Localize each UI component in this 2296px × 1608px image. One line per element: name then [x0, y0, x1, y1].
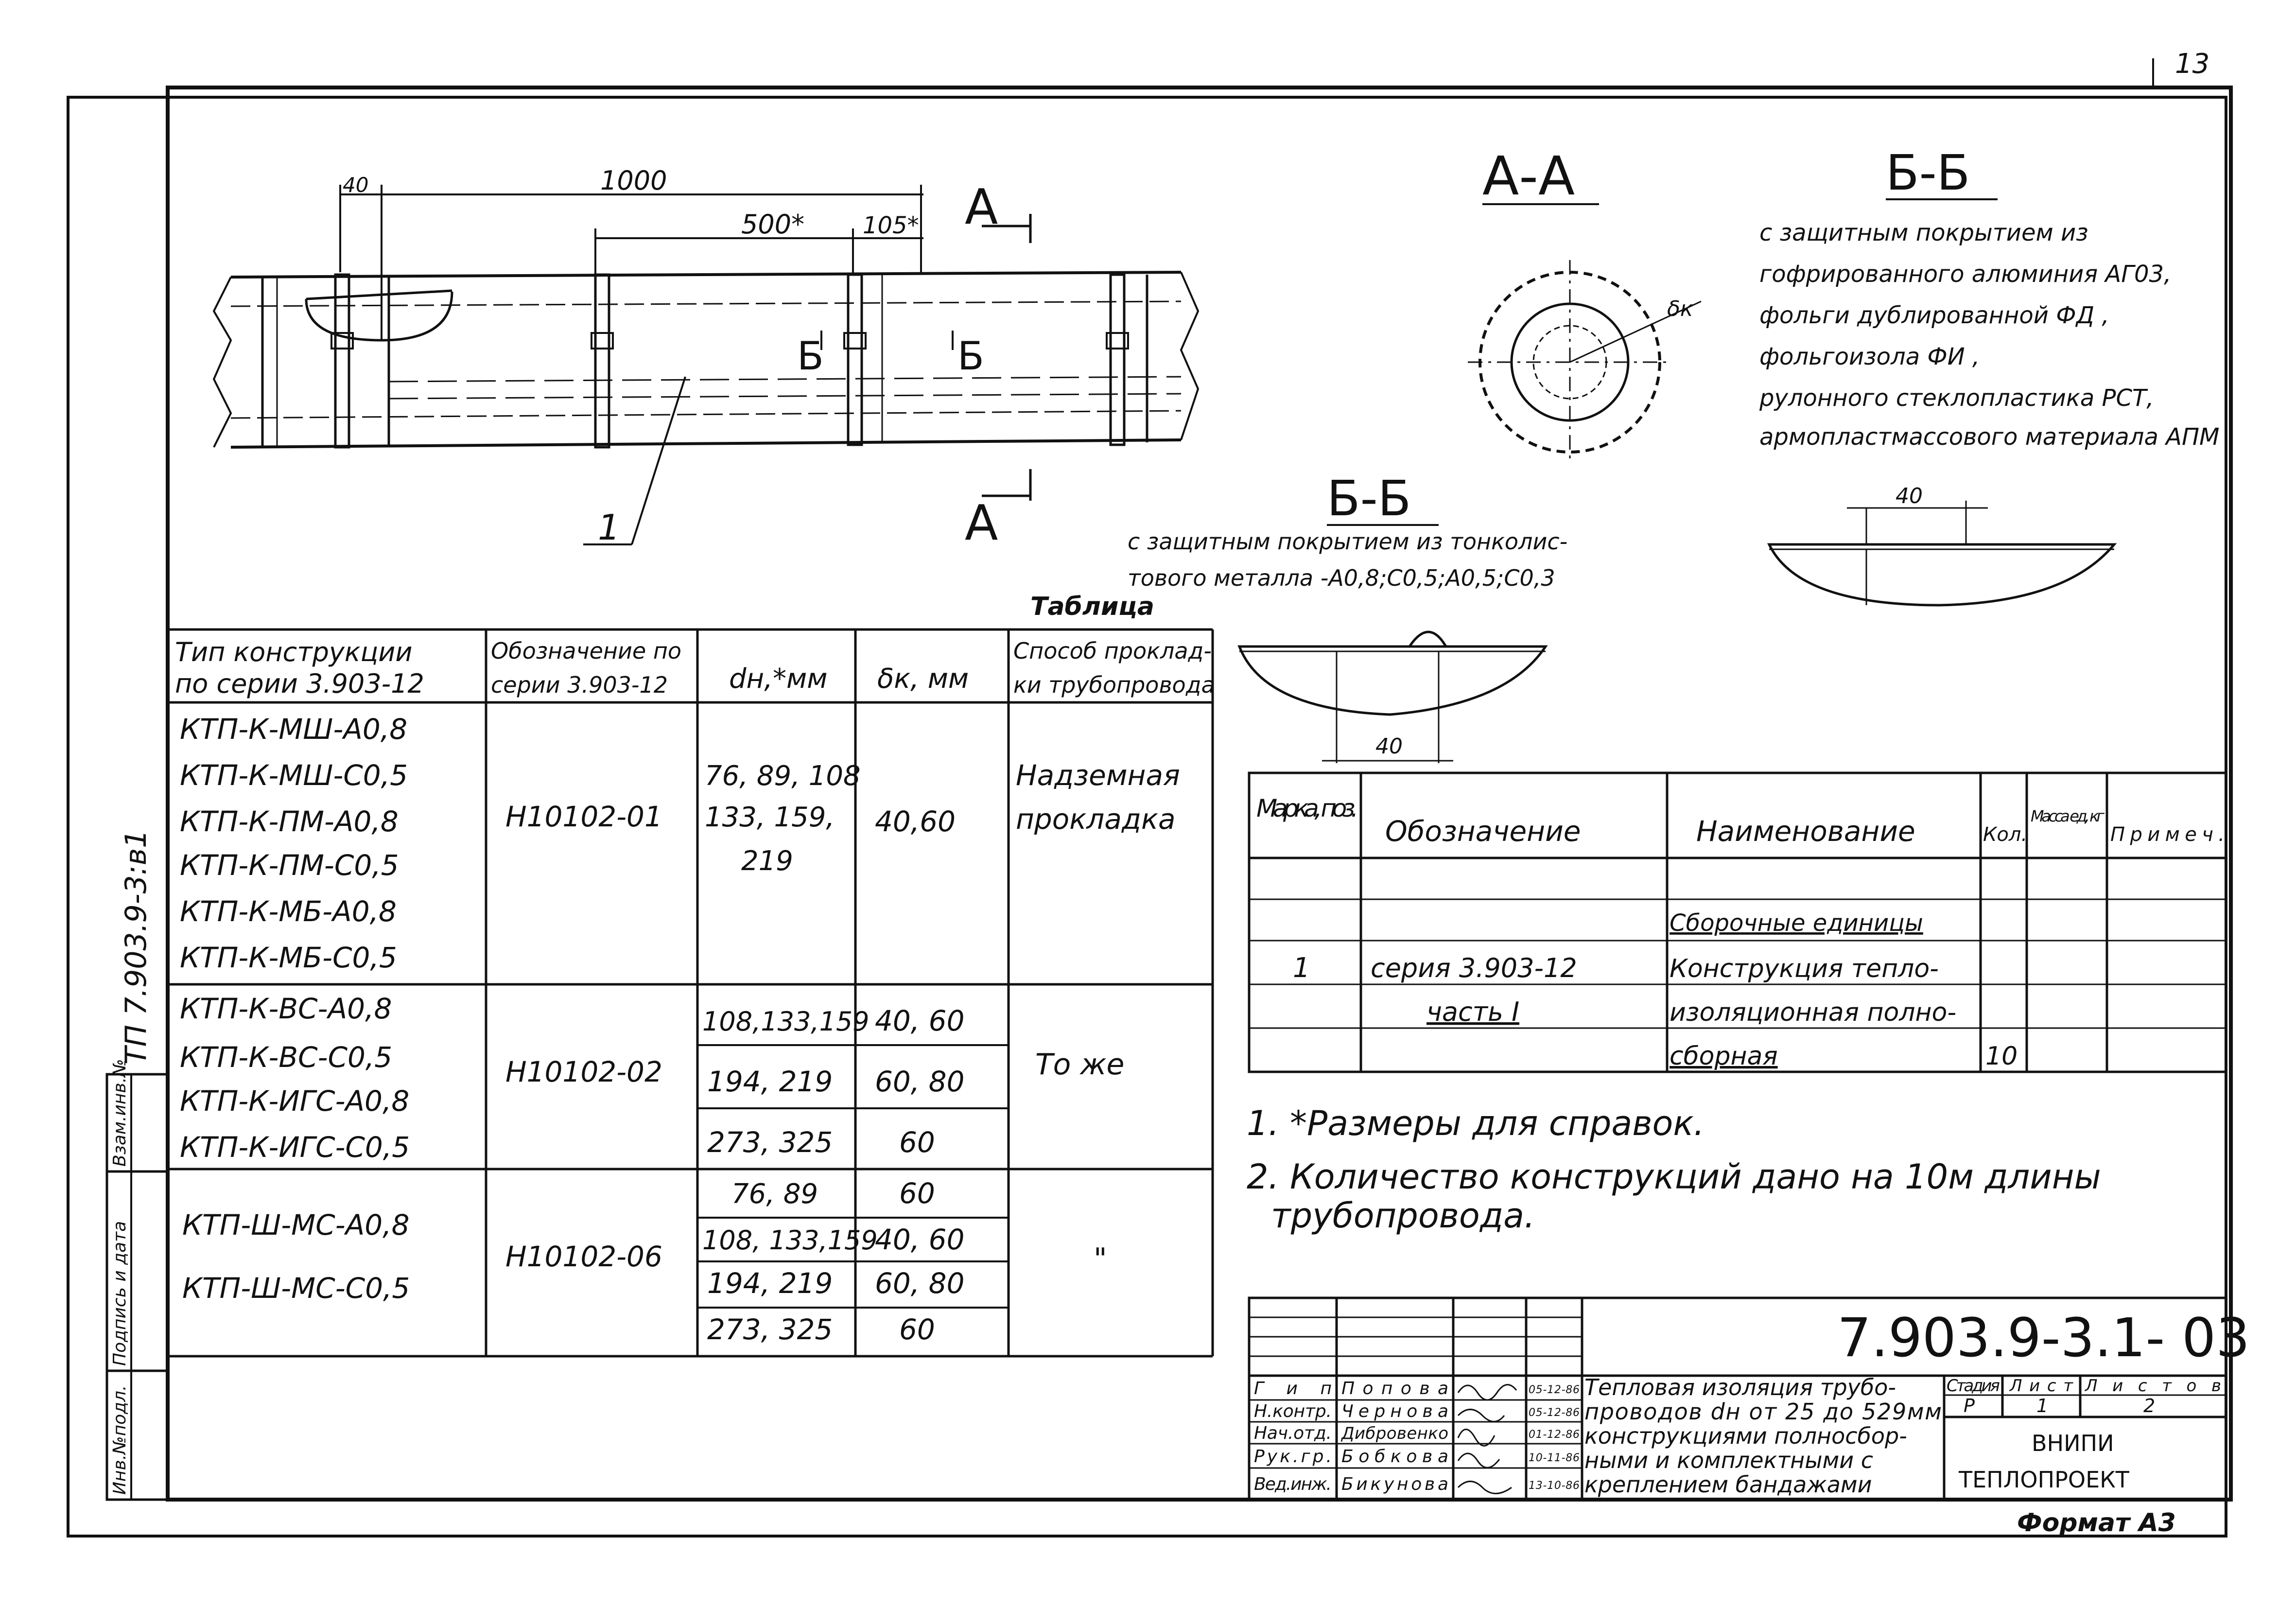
bb-right-title: Б-Б	[1886, 144, 1970, 201]
sheet-number: 13	[2175, 48, 2210, 80]
svg-text:Н10102-01: Н10102-01	[505, 800, 662, 833]
bb-right-dim: 40	[1896, 484, 1923, 508]
svg-text:Чернова: Чернова	[1341, 1401, 1448, 1421]
side-stamp: ТП 7.903.9-3:в1	[119, 829, 153, 1065]
svg-text:10: 10	[1985, 1042, 2018, 1071]
b-marker-right: Б	[957, 333, 984, 379]
svg-text:Р: Р	[1964, 1395, 1975, 1416]
svg-text:сборная: сборная	[1670, 1042, 1778, 1071]
svg-text:2. Количество конструкций дано: 2. Количество конструкций дано на 10м длины	[1247, 1157, 2101, 1197]
svg-text:Нач.отд.: Нач.отд.	[1254, 1423, 1332, 1443]
svg-text:2: 2	[2143, 1395, 2156, 1416]
svg-text:": "	[1094, 1242, 1107, 1276]
svg-text:тового металла -А0,8;С0,5;А0,5: тового металла -А0,8;С0,5;А0,5;С0,3	[1128, 565, 1555, 591]
svg-text:Конструкция тепло-: Конструкция тепло-	[1670, 954, 1939, 983]
svg-text:60, 80: 60, 80	[875, 1065, 965, 1098]
svg-text:КТП-К-МШ-С0,5: КТП-К-МШ-С0,5	[180, 759, 408, 792]
svg-text:КТП-К-ПМ-С0,5: КТП-К-ПМ-С0,5	[180, 849, 399, 882]
svg-text:Тепловая изоляция трубо-: Тепловая изоляция трубо-	[1584, 1374, 1896, 1400]
svg-text:Тип конструкции: Тип конструкции	[175, 637, 413, 667]
svg-text:КТП-Ш-МС-С0,5: КТП-Ш-МС-С0,5	[182, 1272, 410, 1305]
svg-text:10-11-86: 10-11-86	[1529, 1452, 1580, 1464]
svg-text:армопластмассового материала А: армопластмассового материала АПМ	[1759, 423, 2220, 451]
svg-text:40, 60: 40, 60	[875, 1223, 965, 1256]
svg-text:40,60: 40,60	[875, 805, 956, 838]
svg-text:Н10102-02: Н10102-02	[505, 1055, 662, 1088]
svg-text:ки трубопровода: ки трубопровода	[1013, 672, 1215, 698]
svg-text:Кол.: Кол.	[1983, 823, 2028, 846]
aa-title: А-А	[1482, 145, 1575, 207]
svg-text:Бикунова: Бикунова	[1341, 1474, 1448, 1494]
svg-text:40, 60: 40, 60	[875, 1004, 965, 1037]
svg-text:КТП-К-ВС-С0,5: КТП-К-ВС-С0,5	[180, 1041, 393, 1074]
svg-text:ТЕПЛОПРОЕКТ: ТЕПЛОПРОЕКТ	[1959, 1467, 2129, 1493]
svg-text:КТП-К-ВС-А0,8: КТП-К-ВС-А0,8	[180, 992, 392, 1025]
svg-text:1: 1	[2036, 1395, 2049, 1416]
svg-text:Обозначение по: Обозначение по	[491, 638, 682, 664]
dim-1000: 1000	[600, 165, 667, 196]
svg-text:Рук.гр.: Рук.гр.	[1254, 1447, 1332, 1467]
svg-text:Листов: Листов	[2085, 1376, 2221, 1396]
svg-text:133, 159,: 133, 159,	[705, 802, 835, 833]
svg-text:1. *Размеры для справок.: 1. *Размеры для справок.	[1247, 1103, 1705, 1143]
svg-text:Н10102-06: Н10102-06	[505, 1240, 662, 1273]
svg-text:76, 89: 76, 89	[731, 1178, 818, 1210]
svg-text:креплением бандажами: креплением бандажами	[1584, 1471, 1872, 1498]
svg-text:Сборочные единицы: Сборочные единицы	[1670, 909, 1923, 937]
doc-code: 7.903.9-3.1- 03	[1837, 1307, 2250, 1369]
svg-text:прокладка: прокладка	[1016, 803, 1176, 836]
section-letter-top: А	[965, 178, 998, 235]
dim-40: 40	[343, 173, 369, 197]
svg-text:05-12-86: 05-12-86	[1529, 1407, 1580, 1419]
svg-text:δк, мм: δк, мм	[877, 663, 969, 695]
svg-text:1: 1	[1293, 952, 1310, 984]
dim-500: 500*	[741, 209, 805, 240]
svg-text:ными и комплектными с: ными и комплектными с	[1584, 1447, 1874, 1473]
bb-middle-dim: 40	[1375, 734, 1403, 759]
svg-text:часть I: часть I	[1426, 996, 1520, 1027]
svg-text:273, 325: 273, 325	[707, 1126, 833, 1159]
position-label: 1	[598, 507, 620, 548]
svg-text:фольгоизола ФИ ,: фольгоизола ФИ ,	[1759, 343, 1980, 370]
svg-text:гофрированного алюминия АГ03,: гофрированного алюминия АГ03,	[1759, 261, 2172, 288]
svg-text:Дибровенко: Дибровенко	[1341, 1424, 1448, 1443]
margin-label-vzam: Взам.инв.№	[110, 1059, 130, 1167]
svg-text:рулонного стеклопластика РСТ,: рулонного стеклопластика РСТ,	[1759, 385, 2154, 412]
sk-label: δк	[1667, 297, 1693, 321]
svg-text:КТП-К-ИГС-С0,5: КТП-К-ИГС-С0,5	[180, 1131, 410, 1164]
svg-text:КТП-К-МШ-А0,8: КТП-К-МШ-А0,8	[180, 713, 408, 746]
svg-text:конструкциями полносбор-: конструкциями полносбор-	[1584, 1423, 1907, 1449]
svg-text:Вед.инж.: Вед.инж.	[1254, 1474, 1332, 1494]
margin-label-inv: Инв.№подл.	[110, 1385, 130, 1495]
svg-text:КТП-К-МБ-С0,5: КТП-К-МБ-С0,5	[180, 941, 397, 974]
svg-text:Н.контр.: Н.контр.	[1254, 1401, 1332, 1421]
svg-text:То же: То же	[1035, 1048, 1125, 1082]
svg-text:Попова: Попова	[1341, 1379, 1448, 1398]
format-label: Формат А3	[2017, 1508, 2176, 1538]
svg-text:Наименование: Наименование	[1696, 815, 1915, 848]
svg-text:изоляционная полно-: изоляционная полно-	[1670, 998, 1957, 1027]
svg-text:108, 133,159: 108, 133,159	[702, 1225, 878, 1256]
svg-text:с защитным покрытием из тонкол: с защитным покрытием из тонколис-	[1128, 528, 1568, 555]
svg-text:КТП-К-ИГС-А0,8: КТП-К-ИГС-А0,8	[180, 1084, 410, 1118]
svg-text:60: 60	[899, 1126, 935, 1159]
svg-text:ВНИПИ: ВНИПИ	[2032, 1430, 2114, 1456]
svg-text:273, 325: 273, 325	[707, 1313, 833, 1346]
svg-text:Обозначение: Обозначение	[1385, 815, 1581, 848]
svg-text:Примеч.: Примеч.	[2110, 823, 2225, 846]
svg-text:Бобкова: Бобкова	[1341, 1447, 1448, 1467]
svg-text:фольги дублированной ФД ,: фольги дублированной ФД ,	[1759, 302, 2109, 329]
svg-text:КТП-К-ПМ-А0,8: КТП-К-ПМ-А0,8	[180, 805, 399, 838]
svg-text:КТП-Ш-МС-А0,8: КТП-Ш-МС-А0,8	[182, 1208, 410, 1241]
svg-text:60: 60	[899, 1177, 935, 1210]
svg-text:серии 3.903-12: серии 3.903-12	[491, 672, 668, 698]
svg-text:60: 60	[899, 1313, 935, 1346]
svg-text:76, 89, 108: 76, 89, 108	[705, 760, 861, 792]
svg-text:108,133,159: 108,133,159	[702, 1006, 870, 1037]
svg-text:Стадия: Стадия	[1947, 1376, 2000, 1396]
margin-label-sign: Подпись и дата	[110, 1221, 130, 1366]
svg-text:Масса ед, кг: Масса ед, кг	[2031, 807, 2105, 825]
svg-text:01-12-86: 01-12-86	[1529, 1429, 1580, 1441]
svg-text:серия 3.903-12: серия 3.903-12	[1371, 953, 1577, 983]
svg-text:с защитным покрытием из: с защитным покрытием из	[1759, 219, 2088, 246]
svg-text:проводов dн от 25 до 529мм: проводов dн от 25 до 529мм	[1584, 1398, 1942, 1425]
svg-text:194, 219: 194, 219	[707, 1065, 833, 1098]
svg-text:dн,*мм: dн,*мм	[729, 663, 828, 695]
table-title: Таблица	[1030, 592, 1155, 621]
svg-text:трубопровода.: трубопровода.	[1271, 1196, 1535, 1236]
b-marker-left: Б	[797, 333, 824, 379]
svg-text:Лист: Лист	[2010, 1376, 2073, 1396]
dim-105: 105*	[863, 212, 919, 239]
svg-text:КТП-К-МБ-А0,8: КТП-К-МБ-А0,8	[180, 895, 397, 928]
section-letter-bottom: А	[965, 494, 998, 551]
svg-text:13-10-86: 13-10-86	[1529, 1480, 1580, 1492]
svg-text:05-12-86: 05-12-86	[1529, 1384, 1580, 1396]
svg-text:по серии 3.903-12: по серии 3.903-12	[175, 668, 424, 699]
svg-text:219: 219	[741, 845, 793, 877]
svg-text:Надземная: Надземная	[1016, 759, 1180, 792]
svg-text:194, 219: 194, 219	[707, 1267, 833, 1300]
svg-text:Марка, поз.: Марка, поз.	[1256, 794, 1358, 822]
svg-text:Гип: Гип	[1254, 1379, 1332, 1398]
svg-text:60, 80: 60, 80	[875, 1267, 965, 1300]
bb-middle-title: Б-Б	[1327, 470, 1411, 527]
svg-text:Способ проклад-: Способ проклад-	[1013, 638, 1212, 664]
